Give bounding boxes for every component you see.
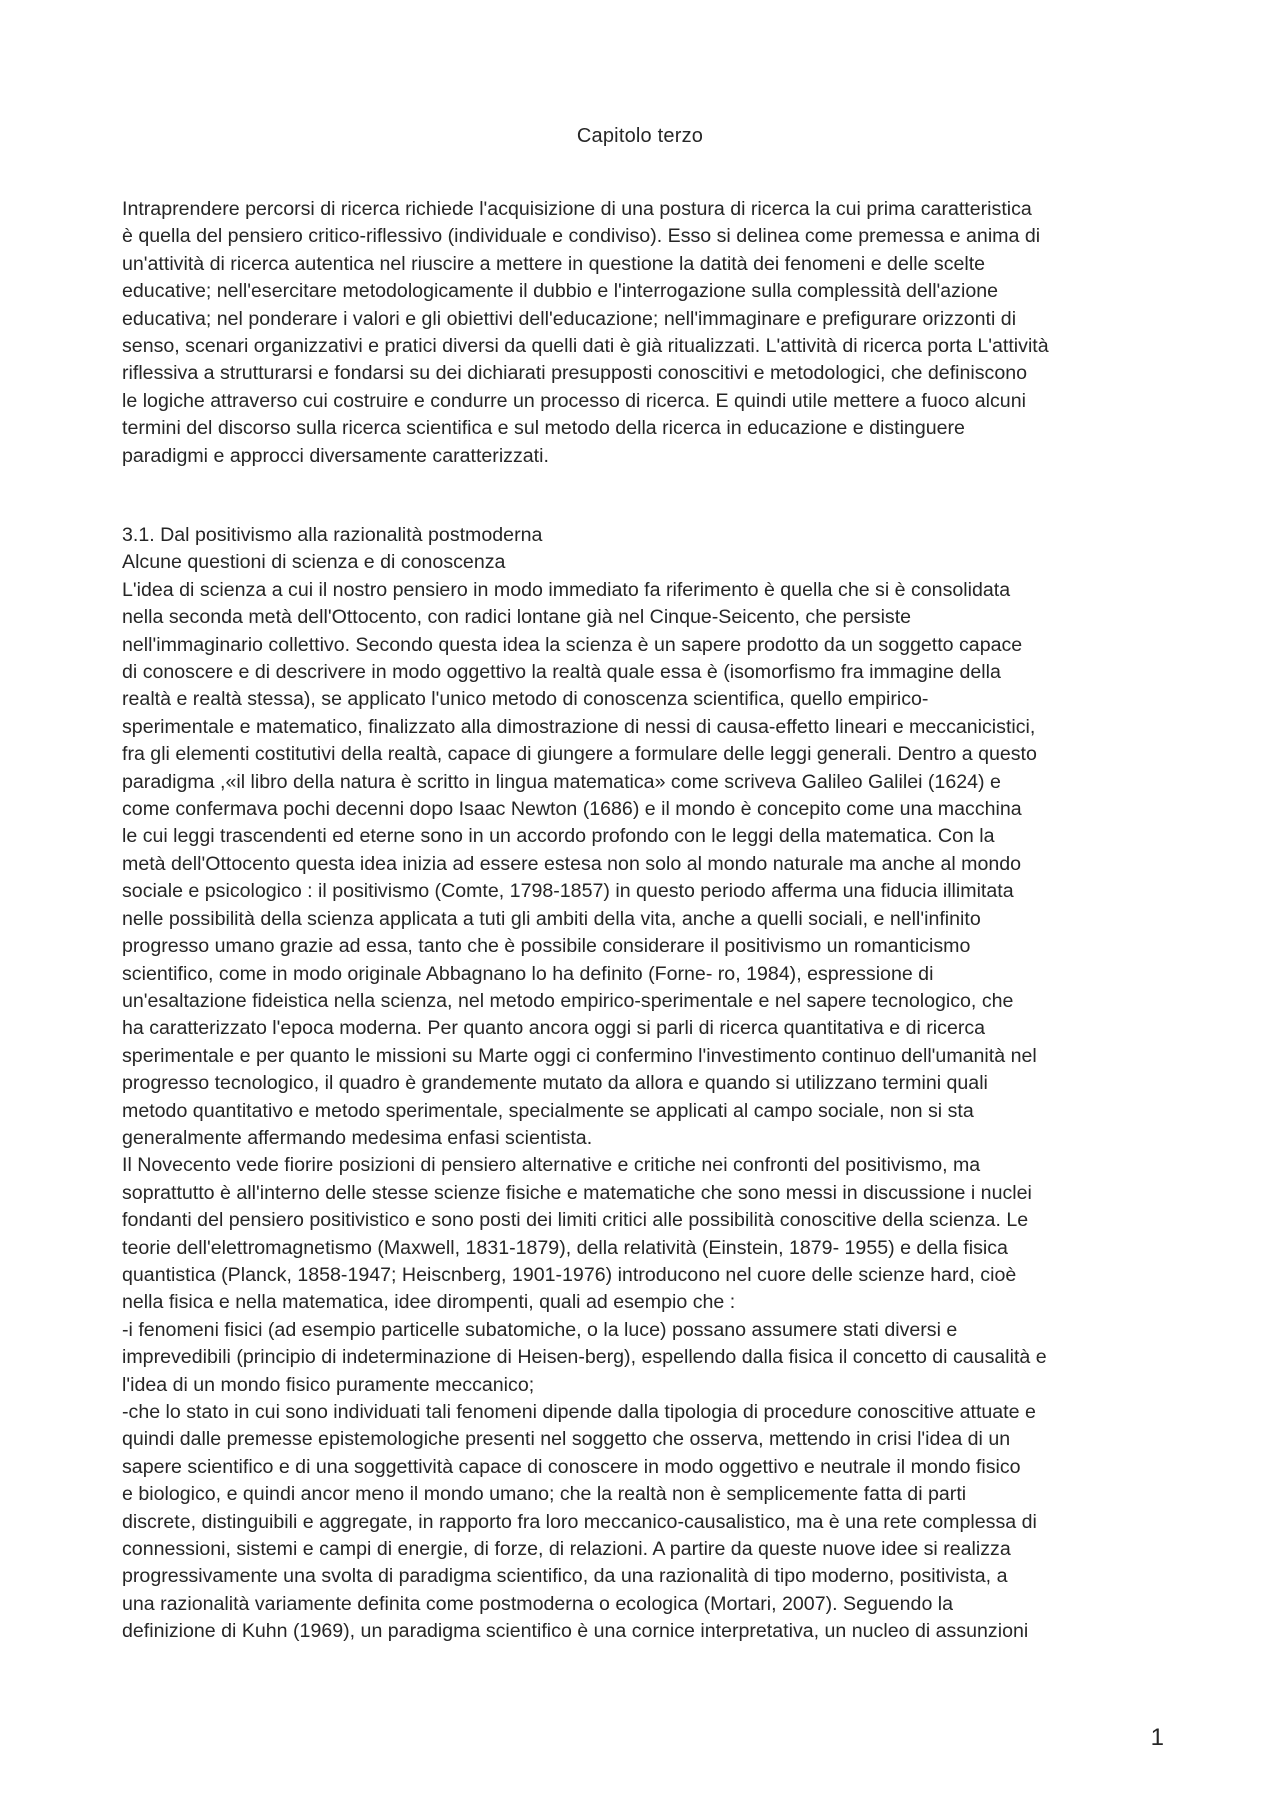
text-line: quantistica (Planck, 1858-1947; Heiscnberg, 1901-1976) introducono nel cuore delle scienze hard, cioè <box>122 1263 1017 1286</box>
text-line: nelle possibilità della scienza applicata a tuti gli ambiti della vita, anche a quelli sociali, e nell'infinito <box>122 907 981 930</box>
chapter-title: Capitolo terzo <box>576 125 704 147</box>
text-line: progresso tecnologico, il quadro è grandemente mutato da allora e quando si utilizzano termini quali <box>122 1072 988 1095</box>
text-line: progressivamente una svolta di paradigma scientifico, da una razionalità di tipo moderno, positivista, a <box>122 1565 1008 1588</box>
text-line: L'idea di scienza a cui il nostro pensiero in modo immediato fa riferimento è quella che si è consolidata <box>122 578 1011 601</box>
text-line: educative; nell'esercitare metodologicamente il dubbio e l'interrogazione sulla complessità dell'azione <box>122 280 999 303</box>
text-line: nell'immaginario collettivo. Secondo questa idea la scienza è un sapere prodotto da un soggetto capace <box>122 633 1023 656</box>
text-line: paradigmi e approcci diversamente caratterizzati. <box>122 444 549 467</box>
text-line: le logiche attraverso cui costruire e condurre un processo di ricerca. E quindi utile mettere a fuoco alcuni <box>122 389 1026 412</box>
text-line: soprattutto è all'interno delle stesse scienze fisiche e matematiche che sono messi in discussione i nuclei <box>122 1181 1032 1204</box>
text-line: 3.1. Dal positivismo alla razionalità postmoderna <box>122 524 543 546</box>
text-line: senso, scenari organizzativi e pratici diversi da quelli dati è già ritualizzati. L'attività di ricerca porta L'attività <box>122 335 1049 358</box>
text-line: definizione di Kuhn (1969), un paradigma scientifico è una cornice interpretativa, un nucleo di assunzioni <box>122 1620 1029 1643</box>
text-line: metà dell'Ottocento questa idea inizia ad essere estesa non solo al mondo naturale ma anche al mondo <box>122 852 1022 875</box>
text-line: -i fenomeni fisici (ad esempio particelle subatomiche, o la luce) possano assumere stati diversi e <box>122 1318 958 1341</box>
text-line: una razionalità variamente definita come postmoderna o ecologica (Mortari, 2007). Seguendo la <box>122 1592 954 1615</box>
text-line: quindi dalle premesse epistemologiche presenti nel soggetto che osserva, mettendo in crisi l'idea di un <box>122 1428 1011 1451</box>
text-line: sociale e psicologico : il positivismo (Comte, 1798-1857) in questo periodo afferma una fiducia illimitata <box>122 880 1014 903</box>
text-line: di conoscere e di descrivere in modo oggettivo la realtà quale essa è (isomorfismo fra immagine della <box>122 661 1001 684</box>
text-line: generalmente affermando medesima enfasi scientista. <box>122 1126 593 1149</box>
text-line: educativa; nel ponderare i valori e gli obiettivi dell'educazione; nell'immaginare e prefigurare orizzonti di <box>122 307 1017 330</box>
text-line: termini del discorso sulla ricerca scientifica e sul metodo della ricerca in educazione e distinguere <box>122 417 965 440</box>
text-line: e biologico, e quindi ancor meno il mondo umano; che la realtà non è semplicemente fatta di parti <box>122 1483 967 1506</box>
text-line: metodo quantitativo e metodo sperimentale, specialmente se applicati al campo sociale, non si sta <box>122 1099 974 1122</box>
intro-paragraph <box>122 196 1168 470</box>
text-line: Alcune questioni di scienza e di conoscenza <box>122 551 506 574</box>
text-line: un'attività di ricerca autentica nel riuscire a mettere in questione la datità dei fenomeni e delle scelte <box>122 252 986 275</box>
text-line: come confermava pochi decenni dopo Isaac Newton (1686) e il mondo è concepito come una macchina <box>122 798 1022 821</box>
text-line: l'idea di un mondo fisico puramente meccanico; <box>122 1373 535 1396</box>
text-line: sperimentale e per quanto le missioni su Marte oggi ci confermino l'investimento continuo dell'umanità nel <box>122 1044 1037 1067</box>
text-line: ha caratterizzato l'epoca moderna. Per quanto ancora oggi si parli di ricerca quantitativa e di ricerca <box>122 1017 986 1040</box>
text-line: Il Novecento vede fiorire posizioni di pensiero alternative e critiche nei confronti del positivismo, ma <box>122 1154 981 1177</box>
text-line: sapere scientifico e di una soggettività capace di conoscere in modo oggettivo e neutrale il mondo fisico <box>122 1455 1021 1478</box>
text-line: Intraprendere percorsi di ricerca richiede l'acquisizione di una postura di ricerca la cui prima caratteristica <box>122 198 1032 220</box>
text-line: -che lo stato in cui sono individuati tali fenomeni dipende dalla tipologia di procedure conoscitive attuate e <box>122 1401 1036 1423</box>
section-3-1 <box>122 522 1168 1646</box>
text-line: progresso umano grazie ad essa, tanto che è possibile considerare il positivismo un romanticismo <box>122 935 971 958</box>
text-line: riflessiva a strutturarsi e fondarsi su dei dichiarati presupposti conoscitivi e metodologici, che definiscono <box>122 362 1028 385</box>
text-line: connessioni, sistemi e campi di energie, di forze, di relazioni. A partire da queste nuove idee si realizza <box>122 1538 1011 1561</box>
text-line: è quella del pensiero critico-riflessivo (individuale e condiviso). Esso si delinea come premessa e anima di <box>122 225 1041 248</box>
text-line: nella seconda metà dell'Ottocento, con radici lontane già nel Cinque-Seicento, che persiste <box>122 606 912 629</box>
text-line: un'esaltazione fideistica nella scienza, nel metodo empirico-sperimentale e nel sapere tecnologico, che <box>122 989 1014 1012</box>
text-line: sperimentale e matematico, finalizzato alla dimostrazione di nessi di causa-effetto lineari e meccanicistici, <box>122 715 1036 738</box>
text-line: imprevedibili (principio di indeterminazione di Heisen-berg), espellendo dalla fisica il concetto di causalità e <box>122 1346 1047 1369</box>
text-line: discrete, distinguibili e aggregate, in rapporto fra loro meccanico-causalistico, ma è una rete complessa di <box>122 1510 1037 1533</box>
text-line: scientifico, come in modo originale Abbagnano lo ha definito (Forne- ro, 1984), espressione di <box>122 962 934 985</box>
text-line: nella fisica e nella matematica, idee dirompenti, quali ad esempio che : <box>122 1291 736 1314</box>
text-line: fondanti del pensiero positivistico e sono posti dei limiti critici alle possibilità conoscitive della scienza. Le <box>122 1209 1029 1232</box>
text-line: realtà e realtà stessa), se applicato l'unico metodo di conoscenza scientifica, quello empirico- <box>122 688 929 711</box>
page-number: 1 <box>1150 1724 1164 1751</box>
text-line: paradigma ,«il libro della natura è scritto in lingua matematica» come scriveva Galileo Galilei (1624) e <box>122 770 1001 793</box>
text-line: teorie dell'elettromagnetismo (Maxwell, 1831-1879), della relatività (Einstein, 1879- 1955) e della fisica <box>122 1236 1008 1259</box>
text-line: le cui leggi trascendenti ed eterne sono in un accordo profondo con le leggi della matematica. Con la <box>122 825 995 848</box>
text-line: fra gli elementi costitutivi della realtà, capace di giungere a formulare delle leggi generali. Dentro a questo <box>122 743 1037 766</box>
